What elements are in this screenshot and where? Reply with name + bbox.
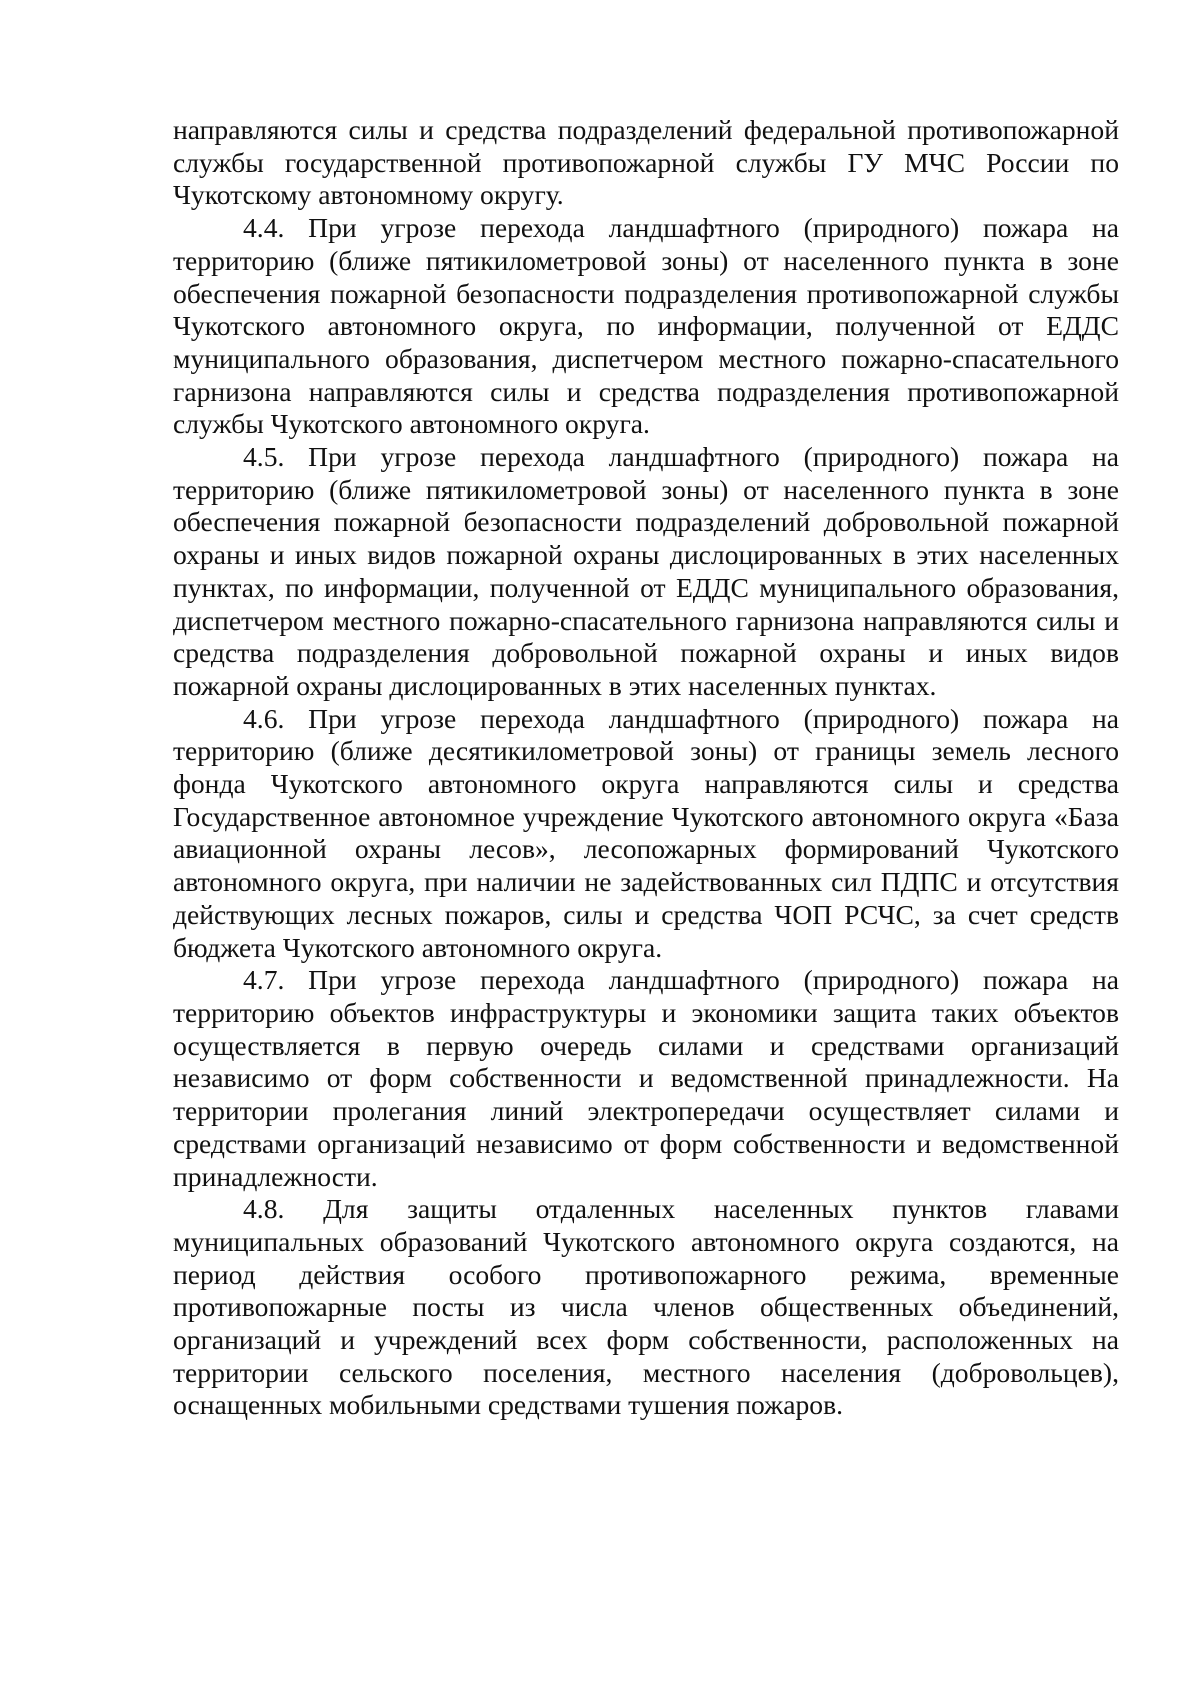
paragraph-continuation: направляются силы и средства подразделений федеральной противопожарной службы государственной противопожарной службы ГУ МЧС России по Чукотскому автономному округу.: [173, 114, 1119, 211]
paragraph-4-6: 4.6. При угрозе перехода ландшафтного (природного) пожара на территорию (ближе десятикилометровой зоны) от границы земель лесного фонда Чукотского автономного округа направляются силы и средства Государственное автономное учреждение Чукотского автономного округа «База авиационной охраны лесов», лесопожарных формирований Чукотского автономного округа, при наличии не задействованных сил ПДПС и отсутствия действующих лесных пожаров, силы и средства ЧОП РСЧС, за счет средств бюджета Чукотского автономного округа.: [173, 702, 1119, 963]
paragraph-4-8: 4.8. Для защиты отдаленных населенных пунктов главами муниципальных образований Чукотского автономного округа создаются, на период действия особого противопожарного режима, временные противопожарные посты из числа членов общественных объединений, организаций и учреждений всех форм собственности, расположенных на территории сельского поселения, местного населения (добровольцев), оснащенных мобильными средствами тушения пожаров.: [173, 1193, 1119, 1421]
paragraph-4-7: 4.7. При угрозе перехода ландшафтного (природного) пожара на территорию объектов инфраструктуры и экономики защита таких объектов осуществляется в первую очередь силами и средствами организаций независимо от форм собственности и ведомственной принадлежности. На территории пролегания линий электропередачи осуществляет силами и средствами организаций независимо от форм собственности и ведомственной принадлежности.: [173, 964, 1119, 1192]
document-body: [173, 114, 1119, 1422]
paragraph-4-5: 4.5. При угрозе перехода ландшафтного (природного) пожара на территорию (ближе пятикилометровой зоны) от населенного пункта в зоне обеспечения пожарной безопасности подразделений добровольной пожарной охраны и иных видов пожарной охраны дислоцированных в этих населенных пунктах, по информации, полученной от ЕДДС муниципального образования, диспетчером местного пожарно-спасательного гарнизона направляются силы и средства подразделения добровольной пожарной охраны и иных видов пожарной охраны дислоцированных в этих населенных пунктах.: [173, 441, 1119, 701]
paragraph-4-4: 4.4. При угрозе перехода ландшафтного (природного) пожара на территорию (ближе пятикилометровой зоны) от населенного пункта в зоне обеспечения пожарной безопасности подразделения противопожарной службы Чукотского автономного округа, по информации, полученной от ЕДДС муниципального образования, диспетчером местного пожарно-спасательного гарнизона направляются силы и средства подразделения противопожарной службы Чукотского автономного округа.: [173, 212, 1119, 440]
